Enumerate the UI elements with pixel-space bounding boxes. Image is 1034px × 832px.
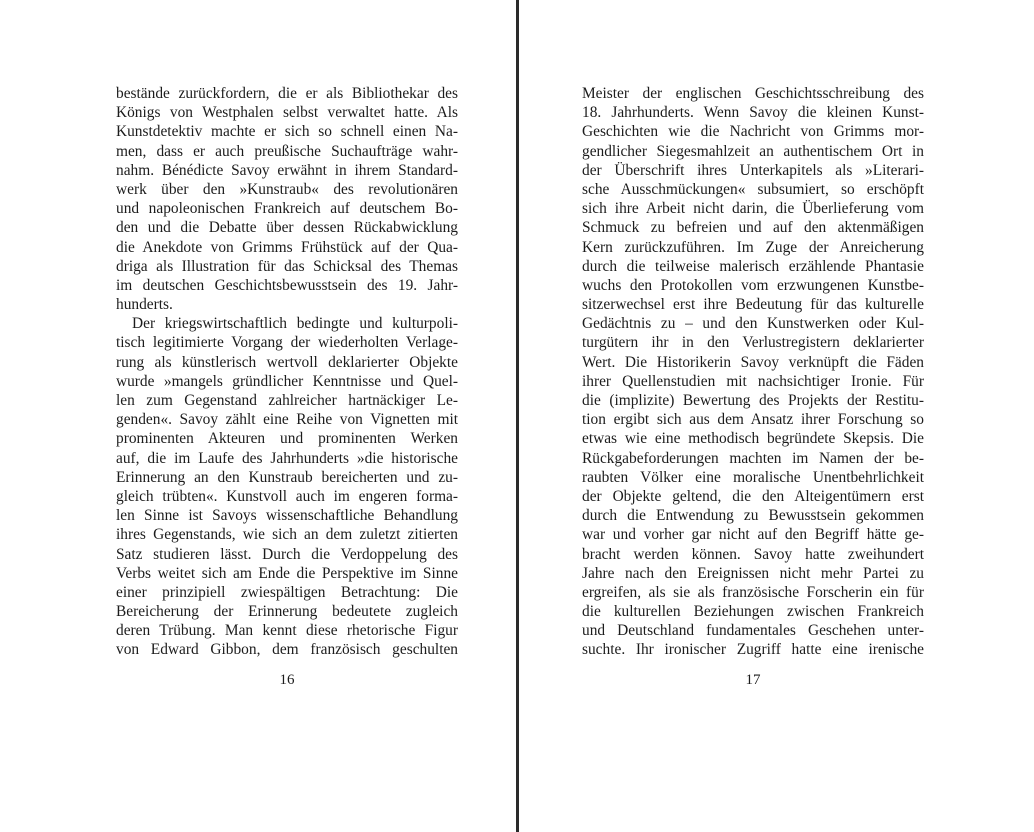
text-line: len Sinne ist Savoys wissenschaftliche Behandlung xyxy=(116,507,458,525)
text-line: driga als Illustration für das Schicksal des Themas xyxy=(116,257,458,275)
text-line: wurde »mangels gründlicher Kenntnisse und Quel- xyxy=(116,372,458,390)
text-line: Königs von Westphalen selbst verwaltet hatte. Als xyxy=(116,104,458,122)
text-line: suchte. Ihr ironischer Zugriff hatte eine irenische xyxy=(582,641,924,659)
page-number: 16 xyxy=(279,672,295,688)
text-line: wuchs den Protokollen vom erzwungenen Kunstbe- xyxy=(582,276,924,294)
right-page-text xyxy=(582,84,924,660)
text-line: men, dass er auch preußische Suchaufträge wahr- xyxy=(116,142,458,160)
text-line: len zum Gegenstand zahlreicher hartnäckiger Le- xyxy=(116,392,458,409)
left-page xyxy=(0,0,515,832)
text-line: ihres Gegenstands, wie sich an dem zuletzt zitierten xyxy=(116,526,458,544)
text-line: Wert. Die Historikerin Savoy verknüpft die Fäden xyxy=(582,353,924,371)
text-line: bestände zurückfordern, die er als Bibliothekar des xyxy=(116,85,458,102)
text-line: raubten Völker eine moralische Unentbehrlichkeit xyxy=(582,468,924,486)
text-line: von Edward Gibbon, dem französisch geschulten xyxy=(116,641,458,659)
text-line: rung als künstlerisch wertvoll deklarierter Objekte xyxy=(116,353,458,371)
text-line: 18. Jahrhunderts. Wenn Savoy die kleinen Kunst- xyxy=(582,104,924,122)
text-line: Erinnerung an den Kunstraub bereicherten und zu- xyxy=(116,468,458,486)
text-line: tion ergibt sich aus dem Ansatz ihrer Forschung so xyxy=(582,411,924,429)
text-line: turgütern ihr in den Verlustregistern deklarierter xyxy=(582,334,924,352)
text-line: die (implizite) Bewertung des Projekts der Restitu- xyxy=(582,392,924,409)
text-line: Meister der englischen Geschichtsschreibung des xyxy=(582,85,924,102)
text-line: gendlicher Siegesmahlzeit an authentischem Ort in xyxy=(582,142,924,160)
text-line: tisch legitimierte Vorgang der wiederholten Verlage- xyxy=(116,334,458,352)
text-line: sich ihre Arbeit nicht darin, die Überlieferung vom xyxy=(582,200,924,218)
text-line: Kern zurückzuführen. Im Zuge der Anreicherung xyxy=(582,238,924,256)
text-line: ihrer Quellenstudien mit nachsichtiger Ironie. Für xyxy=(582,372,924,390)
text-line: ergreifen, als sie als französische Forscherin ein für xyxy=(582,583,924,601)
text-line: einer prinzipiell zwiespältigen Betrachtung: Die xyxy=(116,583,458,601)
text-line: im deutschen Geschichtsbewusstsein des 19. Jahr- xyxy=(116,276,458,294)
text-line: den und die Debatte über dessen Rückabwicklung xyxy=(116,219,458,237)
text-line: die Anekdote von Grimms Frühstück auf der Qua- xyxy=(116,238,458,256)
text-line: war und vorher gar nicht auf den Begriff hätte ge- xyxy=(582,526,924,544)
text-line: die kulturellen Beziehungen zwischen Frankreich xyxy=(582,603,924,621)
text-line: der Objekte geltend, die den Alteigentümern erst xyxy=(582,487,924,505)
text-line: durch die teilweise malerisch erzählende Phantasie xyxy=(582,257,924,275)
text-line: auf, die im Laufe des Jahrhunderts »die historische xyxy=(116,449,458,467)
text-line: deren Trübung. Man kennt diese rhetorische Figur xyxy=(116,622,458,640)
text-line: Jahre nach den Ereignissen nicht mehr Partei zu xyxy=(582,564,924,582)
right-page xyxy=(519,0,1034,832)
left-page-text xyxy=(116,84,458,660)
text-line: gleich trübten«. Kunstvoll auch im engeren forma- xyxy=(116,487,458,505)
text-line: hunderts. xyxy=(116,296,173,314)
text-line: Geschichten wie die Nachricht von Grimms mor- xyxy=(582,123,924,141)
text-line: prominenten Akteuren und prominenten Werken xyxy=(116,430,458,448)
text-line: und napoleonischen Frankreich auf deutschem Bo- xyxy=(116,200,458,218)
text-line: Gedächtnis zu – und den Kunstwerken oder Kul- xyxy=(582,315,924,333)
text-line: Bereicherung der Erinnerung bedeutete zugleich xyxy=(116,603,458,621)
text-line: und Deutschland fundamentales Geschehen unter- xyxy=(582,622,924,640)
text-line: der Überschrift ihres Unterkapitels als »Literari- xyxy=(582,161,924,179)
text-line: Der kriegswirtschaftlich bedingte und kulturpoli- xyxy=(132,315,458,333)
text-line: genden«. Savoy zählt eine Reihe von Vignetten mit xyxy=(116,411,458,429)
text-line: Schmuck zu befreien und auf den aktenmäßigen xyxy=(582,219,924,237)
text-line: nahm. Bénédicte Savoy erwähnt in ihrem Standard- xyxy=(116,161,458,179)
text-line: Verbs weitet sich am Ende die Perspektive im Sinne xyxy=(116,564,458,582)
text-line: werk über den »Kunstraub« des revolutionären xyxy=(116,180,458,198)
text-line: durch die Entwendung zu Bewusstsein gekommen xyxy=(582,507,924,525)
page-number: 17 xyxy=(745,672,761,688)
text-line: sitzerwechsel erst ihre Bedeutung für das kulturelle xyxy=(582,296,924,314)
text-line: etwas wie eine methodisch begründete Skepsis. Die xyxy=(582,430,924,448)
text-line: Kunstdetektiv machte er sich so schnell einen Na- xyxy=(116,123,458,141)
text-line: Satz studieren lässt. Durch die Verdoppelung des xyxy=(116,545,458,563)
text-line: sche Ausschmückungen« subsumiert, so erschöpft xyxy=(582,180,924,198)
text-line: bracht werden können. Savoy hatte zweihundert xyxy=(582,545,924,563)
text-line: Rückgabeforderungen machten im Namen der be- xyxy=(582,449,924,467)
